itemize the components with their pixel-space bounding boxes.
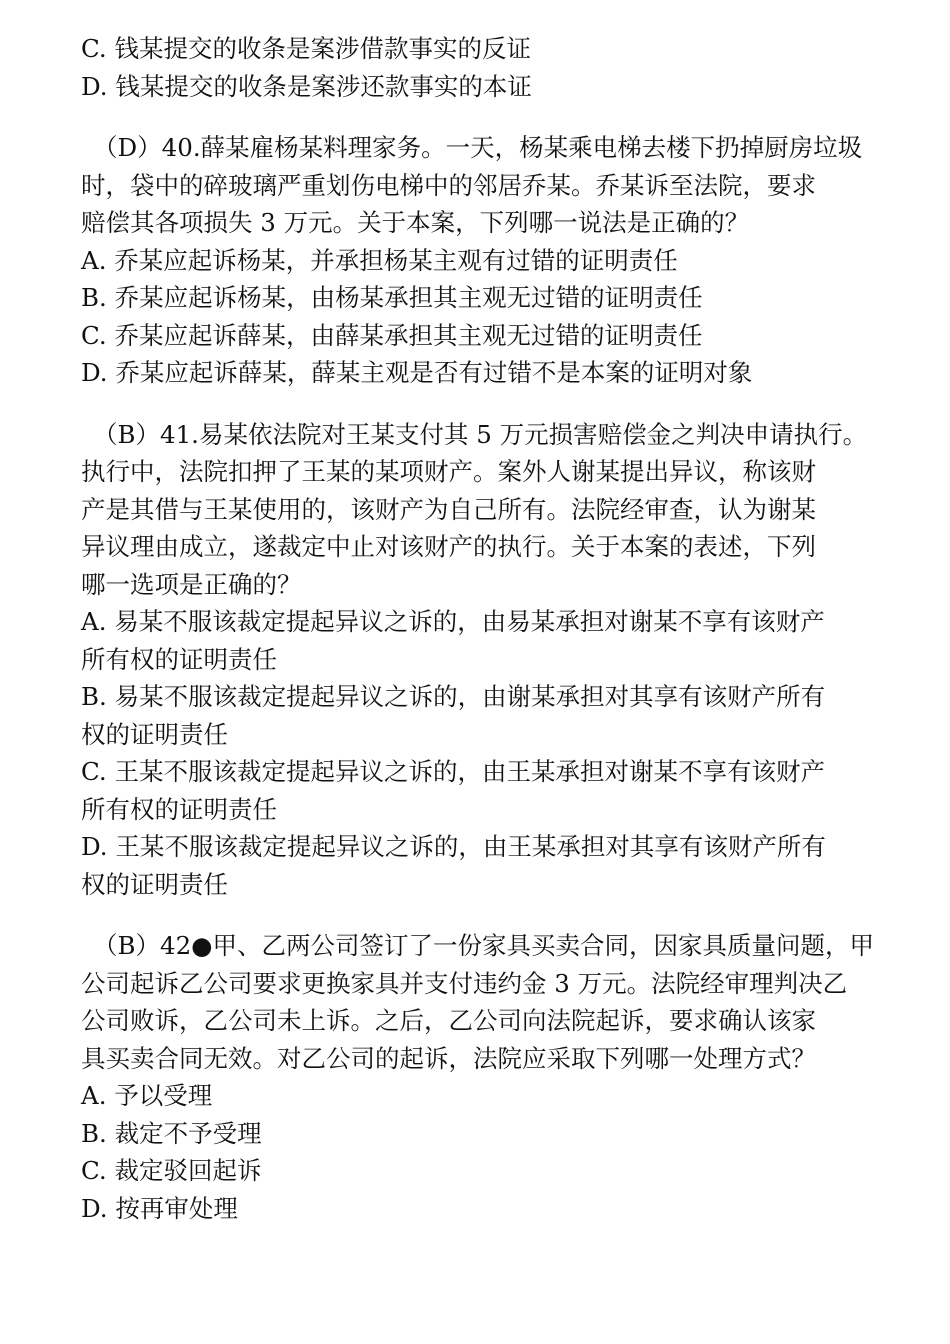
paragraph-gap bbox=[81, 105, 881, 129]
paragraph-gap bbox=[81, 392, 881, 416]
option-b: B. 乔某应起诉杨某，由杨某承担其主观无过错的证明责任 bbox=[81, 283, 703, 312]
question-stem-line: （B）41.易某依法院对王某支付其 5 万元损害赔偿金之判决申请执行。 bbox=[93, 419, 868, 449]
question-stem-line: （D）40.薛某雇杨某料理家务。一天，杨某乘电梯去楼下扔掉厨房垃圾 bbox=[93, 133, 863, 162]
option-d: D. 钱某提交的收条是案涉还款事实的本证 bbox=[81, 71, 532, 101]
option-c: C. 钱某提交的收条是案涉借款事实的反证 bbox=[81, 34, 531, 63]
question-stem-line: 执行中，法院扣押了王某的某项财产。案外人谢某提出异议，称该财 bbox=[81, 457, 816, 486]
option-d: D. 乔某应起诉薛某，薛某主观是否有过错不是本案的证明对象 bbox=[81, 358, 753, 387]
question-42 bbox=[81, 927, 881, 1227]
question-41 bbox=[81, 416, 881, 904]
option-d: D. 按再审处理 bbox=[81, 1193, 238, 1223]
option-a: A. 乔某应起诉杨某，并承担杨某主观有过错的证明责任 bbox=[81, 245, 678, 275]
question-stem-line: 哪一选项是正确的？ bbox=[81, 569, 302, 599]
question-stem-line: 赔偿其各项损失 3 万元。关于本案，下列哪一说法是正确的？ bbox=[81, 208, 750, 237]
paragraph-gap bbox=[81, 903, 881, 927]
option-c-continued: 所有权的证明责任 bbox=[81, 794, 277, 824]
question-40 bbox=[81, 129, 881, 392]
option-a: A. 易某不服该裁定提起异议之诉的，由易某承担对谢某不享有该财产 bbox=[81, 607, 825, 636]
option-d: D. 王某不服该裁定提起异议之诉的，由王某承担对其享有该财产所有 bbox=[81, 832, 826, 861]
question-39-tail bbox=[81, 30, 881, 105]
option-c: C. 王某不服该裁定提起异议之诉的，由王某承担对谢某不享有该财产 bbox=[81, 757, 825, 786]
question-stem-line: 时，袋中的碎玻璃严重划伤电梯中的邻居乔某。乔某诉至法院，要求 bbox=[81, 170, 816, 200]
question-stem-line: 异议理由成立，遂裁定中止对该财产的执行。关于本案的表述，下列 bbox=[81, 532, 816, 561]
option-a: A. 予以受理 bbox=[81, 1081, 213, 1110]
option-b: B. 易某不服该裁定提起异议之诉的，由谢某承担对其享有该财产所有 bbox=[81, 682, 826, 711]
option-a-continued: 所有权的证明责任 bbox=[81, 644, 277, 674]
question-stem-line: 具买卖合同无效。对乙公司的起诉，法院应采取下列哪一处理方式？ bbox=[81, 1043, 816, 1073]
option-b-continued: 权的证明责任 bbox=[81, 719, 228, 749]
question-stem-line: （B）42●甲、乙两公司签订了一份家具买卖合同，因家具质量问题，甲 bbox=[93, 931, 875, 960]
question-stem-line: 产是其借与王某使用的，该财产为自己所有。法院经审查，认为谢某 bbox=[81, 494, 816, 524]
document-page bbox=[81, 30, 881, 1227]
question-stem-line: 公司起诉乙公司要求更换家具并支付违约金 3 万元。法院经审理判决乙 bbox=[81, 968, 848, 998]
option-c: C. 裁定驳回起诉 bbox=[81, 1156, 262, 1185]
question-stem-line: 公司败诉，乙公司未上诉。之后，乙公司向法院起诉，要求确认该家 bbox=[81, 1006, 816, 1035]
option-d-continued: 权的证明责任 bbox=[81, 869, 228, 899]
option-b: B. 裁定不予受理 bbox=[81, 1118, 262, 1148]
option-c: C. 乔某应起诉薛某，由薛某承担其主观无过错的证明责任 bbox=[81, 320, 703, 350]
